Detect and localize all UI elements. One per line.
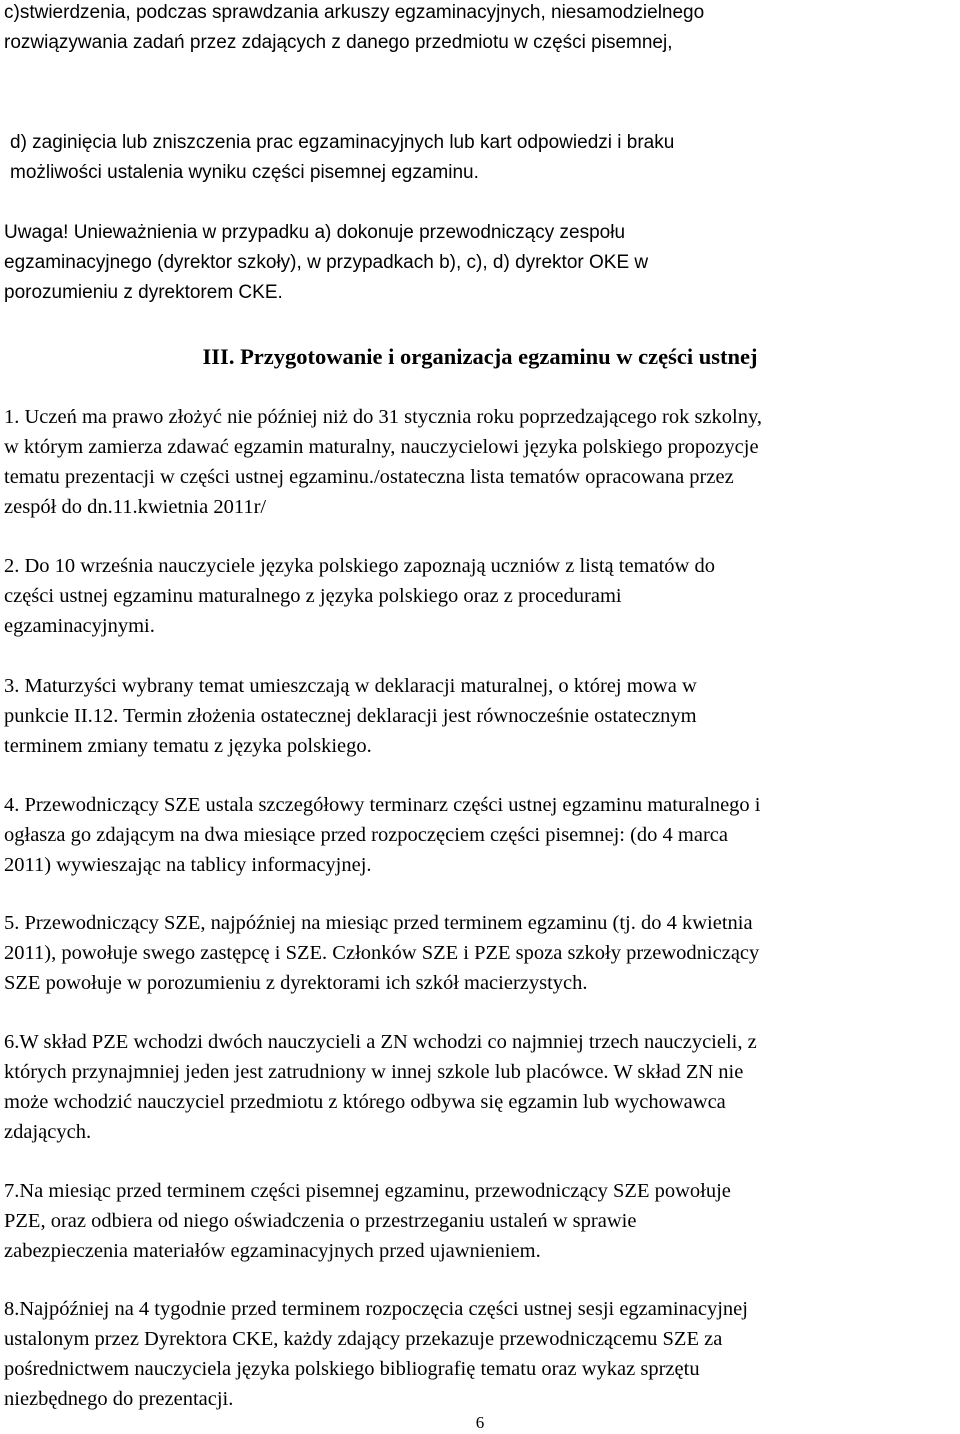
line: punkcie II.12. Termin złożenia ostatecznej deklaracji jest równocześnie ostatecznym: [4, 705, 697, 727]
line: egzaminacyjnego (dyrektor szkoły), w przypadkach b), c), d) dyrektor OKE w: [4, 252, 649, 273]
line: może wchodzić nauczyciel przedmiotu z którego odbywa się egzamin lub wychowawca: [4, 1091, 726, 1113]
line: zespół do dn.11.kwietnia 2011r/: [4, 496, 267, 518]
line: Uwaga! Unieważnienia w przypadku a) dokonuje przewodniczący zespołu: [4, 222, 626, 243]
item-d: [10, 128, 960, 188]
line: terminem zmiany tematu z języka polskiego.: [4, 735, 372, 757]
line: 2. Do 10 września nauczyciele języka polskiego zapoznają uczniów z listą tematów do: [4, 555, 715, 577]
line: 4. Przewodniczący SZE ustala szczegółowy terminarz części ustnej egzaminu maturalnego i: [4, 794, 761, 816]
paragraph-6: [4, 1027, 959, 1147]
paragraph-2: [4, 551, 959, 641]
line: 2011) wywieszając na tablicy informacyjnej.: [4, 854, 372, 876]
paragraph-7: [4, 1176, 959, 1266]
line: egzaminacyjnymi.: [4, 615, 155, 637]
page-number: 6: [475, 1413, 485, 1432]
item-c: [4, 0, 959, 58]
line: 7.Na miesiąc przed terminem części pisemnej egzaminu, przewodniczący SZE powołuje: [4, 1180, 731, 1202]
paragraph-4: [4, 790, 959, 880]
line: zabezpieczenia materiałów egzaminacyjnych przed ujawnieniem.: [4, 1240, 541, 1262]
line: c)stwierdzenia, podczas sprawdzania arkuszy egzaminacyjnych, niesamodzielnego: [4, 2, 705, 23]
line: których przynajmniej jeden jest zatrudniony w innej szkole lub placówce. W skład ZN nie: [4, 1061, 744, 1083]
line: PZE, oraz odbiera od niego oświadczenia o przestrzeganiu ustaleń w sprawie: [4, 1210, 637, 1232]
line: części ustnej egzaminu maturalnego z języka polskiego oraz z procedurami: [4, 585, 622, 607]
line: w którym zamierza zdawać egzamin maturalny, nauczycielowi języka polskiego propozycje: [4, 436, 759, 458]
note: [4, 218, 959, 308]
line: niezbędnego do prezentacji.: [4, 1388, 234, 1410]
line: tematu prezentacji w części ustnej egzaminu./ostateczna lista tematów opracowana przez: [4, 466, 734, 488]
line: 5. Przewodniczący SZE, najpóźniej na miesiąc przed terminem egzaminu (tj. do 4 kwietnia: [4, 912, 753, 934]
line: zdających.: [4, 1121, 92, 1143]
line: 6.W skład PZE wchodzi dwóch nauczycieli a ZN wchodzi co najmniej trzech nauczycieli, z: [4, 1031, 757, 1053]
line: pośrednictwem nauczyciela języka polskiego bibliografię tematu oraz wykaz sprzętu: [4, 1358, 700, 1380]
paragraph-1: [4, 402, 959, 522]
line: SZE powołuje w porozumieniu z dyrektorami ich szkół macierzystych.: [4, 972, 588, 994]
line: 8.Najpóźniej na 4 tygodnie przed terminem rozpoczęcia części ustnej sesji egzaminacyjnej: [4, 1298, 748, 1320]
line: porozumieniu z dyrektorem CKE.: [4, 282, 283, 303]
line: rozwiązywania zadań przez zdających z danego przedmiotu w części pisemnej,: [4, 32, 673, 53]
line: d) zaginięcia lub zniszczenia prac egzaminacyjnych lub kart odpowiedzi i braku: [10, 132, 675, 153]
line: ustalonym przez Dyrektora CKE, każdy zdający przekazuje przewodniczącemu SZE za: [4, 1328, 723, 1350]
line: ogłasza go zdającym na dwa miesiące przed rozpoczęciem części pisemnej: (do 4 marca: [4, 824, 728, 846]
line: 2011), powołuje swego zastępcę i SZE. Członków SZE i PZE spoza szkoły przewodniczący: [4, 942, 760, 964]
line: 3. Maturzyści wybrany temat umieszczają w deklaracji maturalnej, o której mowa w: [4, 675, 697, 697]
line: możliwości ustalenia wyniku części pisemnej egzaminu.: [10, 162, 479, 183]
paragraph-8: [4, 1294, 959, 1414]
paragraph-3: [4, 671, 959, 761]
line: 1. Uczeń ma prawo złożyć nie później niż do 31 stycznia roku poprzedzającego rok szkolny,: [4, 406, 763, 428]
paragraph-5: [4, 908, 959, 998]
section-heading: III. Przygotowanie i organizacja egzaminu w części ustnej: [202, 344, 758, 369]
